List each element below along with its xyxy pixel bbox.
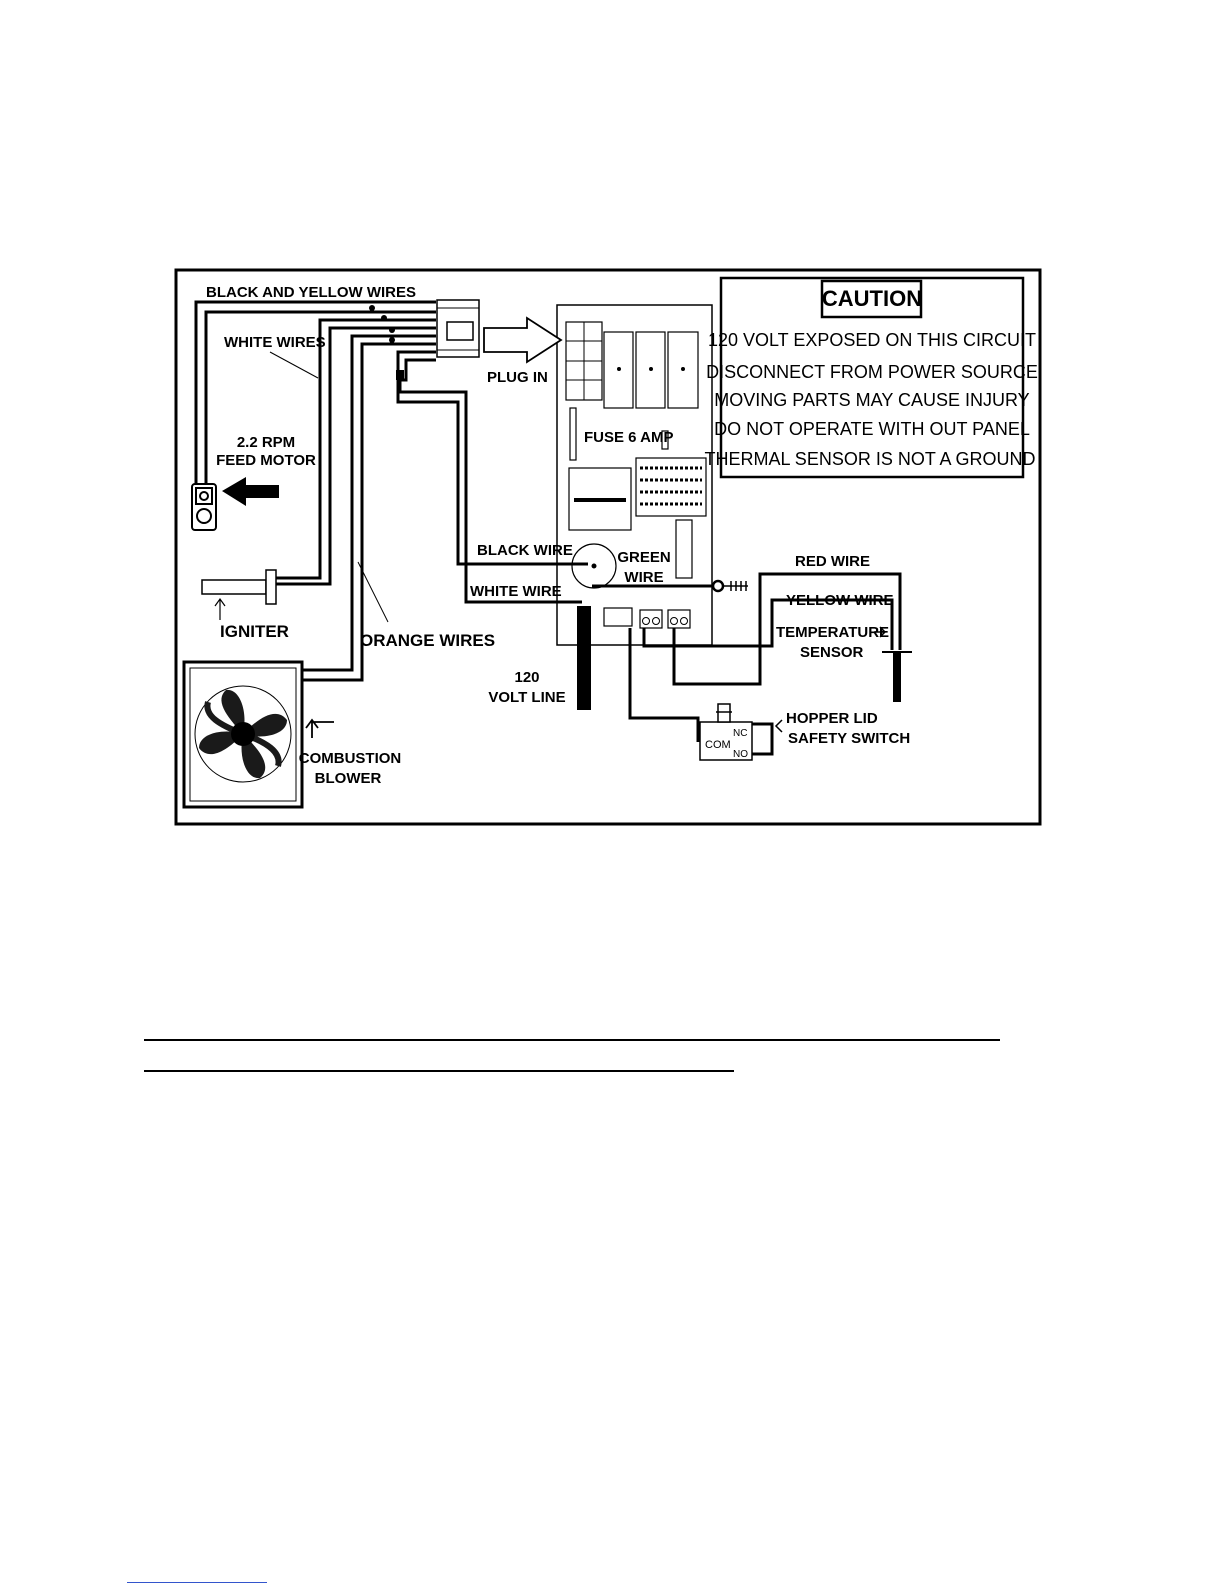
label-fuse: FUSE 6 AMP	[584, 429, 674, 446]
blank-line-2	[144, 1070, 734, 1072]
label-orange-wires: ORANGE WIRES	[360, 631, 496, 650]
switch-com-label: COM	[705, 739, 731, 751]
caution-title: CAUTION	[821, 286, 923, 311]
label-feed-motor: FEED MOTOR	[216, 452, 316, 469]
label-temp-sensor-2: SENSOR	[800, 644, 864, 661]
label-green-wire-2: WIRE	[624, 569, 664, 586]
label-black-wire: BLACK WIRE	[477, 542, 573, 559]
label-temp-sensor-1: TEMPERATURE	[776, 624, 890, 641]
feed-motor-icon	[192, 484, 216, 530]
label-plug-in: PLUG IN	[487, 369, 548, 386]
caution-box	[704, 278, 1037, 477]
label-white-wire: WHITE WIRE	[470, 583, 562, 600]
label-white-wires: WHITE WIRES	[224, 334, 326, 351]
label-hopper-2: SAFETY SWITCH	[788, 730, 911, 747]
switch-nc-label: NC	[733, 728, 748, 739]
label-feed-motor-rpm: 2.2 RPM	[236, 434, 296, 451]
label-hopper-1: HOPPER LID	[786, 710, 878, 727]
caution-line: THERMAL SENSOR IS NOT A GROUND	[704, 449, 1036, 469]
volt-line-cord	[577, 606, 591, 710]
ground-terminal-icon	[713, 581, 723, 591]
caution-line: MOVING PARTS MAY CAUSE INJURY	[714, 390, 1030, 410]
label-black-yellow-wires: BLACK AND YELLOW WIRES	[206, 284, 416, 301]
page-bottom-link-rule	[127, 1582, 267, 1583]
label-green-wire-1: GREEN	[617, 549, 671, 566]
caution-line: DO NOT OPERATE WITH OUT PANEL	[714, 419, 1030, 439]
label-blower-2: BLOWER	[314, 770, 382, 787]
caution-line: DISCONNECT FROM POWER SOURCE	[706, 362, 1038, 382]
label-volt-line-1: 120	[514, 669, 540, 686]
caution-line: 120 VOLT EXPOSED ON THIS CIRCUIT	[707, 330, 1037, 350]
label-blower-1: COMBUSTION	[298, 750, 402, 767]
blank-line-1	[144, 1039, 1000, 1041]
combustion-blower-icon	[184, 662, 302, 807]
label-red-wire: RED WIRE	[795, 553, 870, 570]
label-yellow-wire: YELLOW WIRE	[786, 592, 894, 609]
switch-no-label: NO	[733, 749, 748, 760]
label-volt-line-2: VOLT LINE	[488, 689, 566, 706]
label-igniter: IGNITER	[220, 622, 289, 641]
